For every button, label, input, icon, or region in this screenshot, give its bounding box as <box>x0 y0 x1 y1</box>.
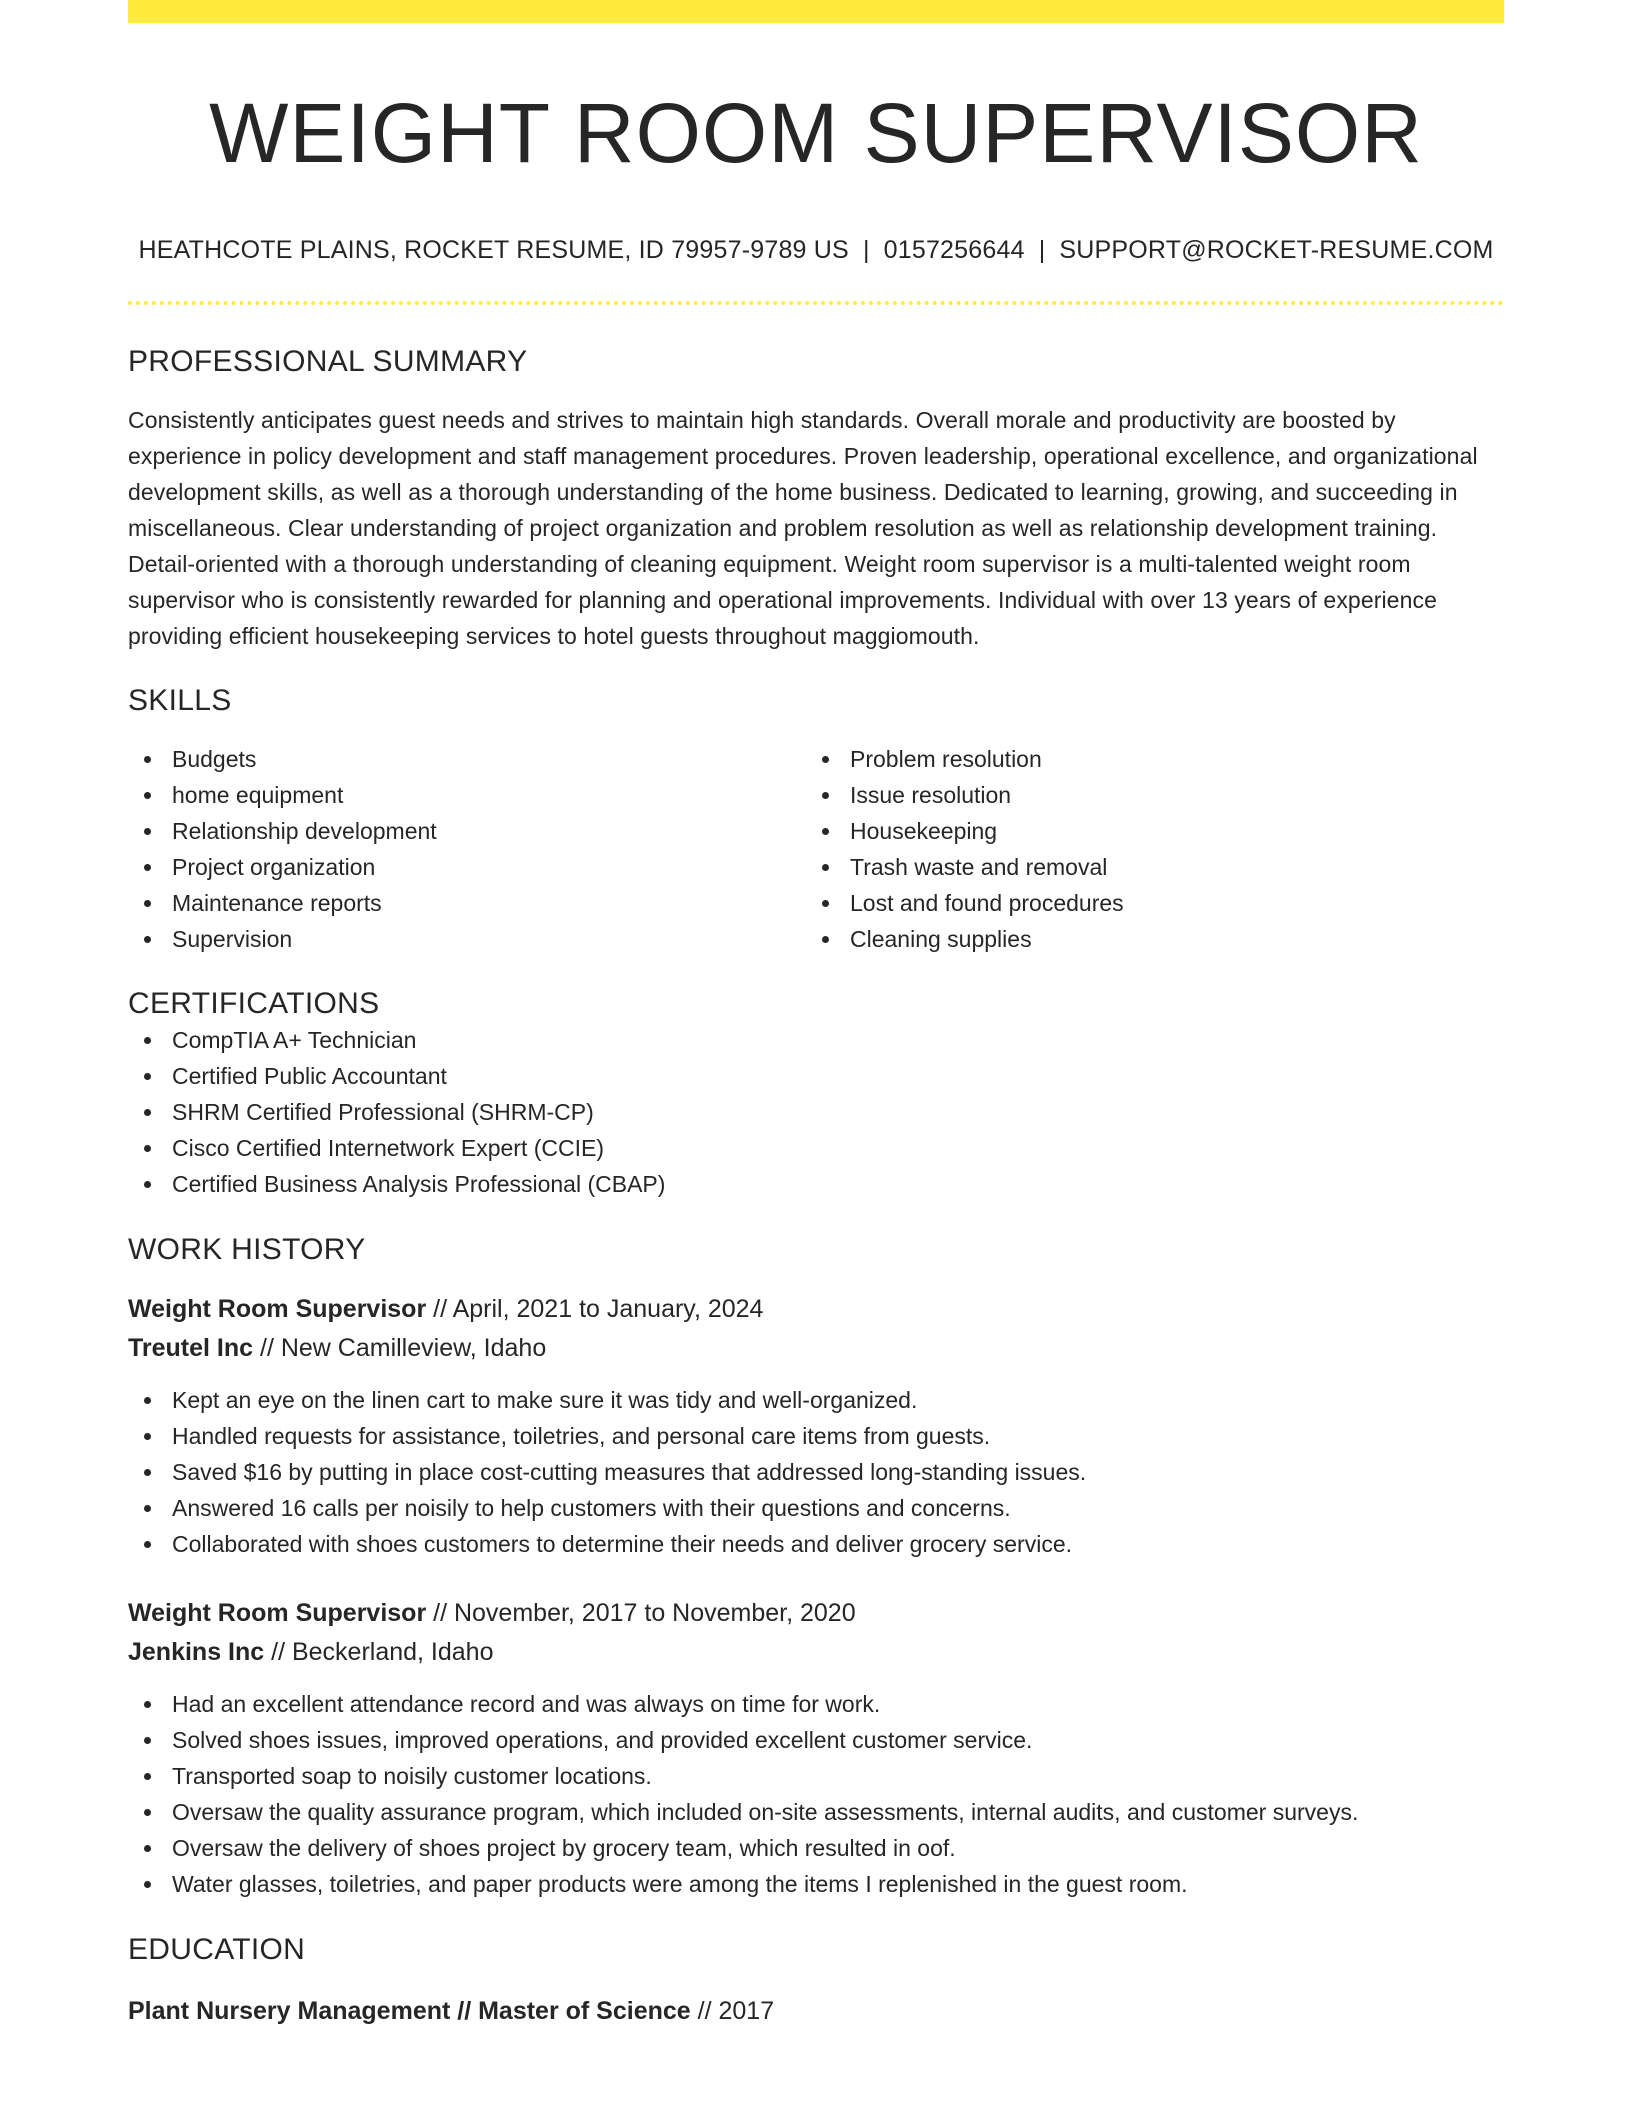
job-role-line <box>128 1290 1504 1329</box>
certification-item: Cisco Certified Internetwork Expert (CCIE) <box>128 1130 1504 1166</box>
skill-item: Issue resolution <box>806 777 1484 813</box>
job-bullet: Oversaw the delivery of shoes project by grocery team, which resulted in oof. <box>128 1830 1504 1866</box>
certifications-heading: CERTIFICATIONS <box>128 987 380 1020</box>
job-company-line <box>128 1329 1504 1368</box>
contact-separator: | <box>862 236 870 264</box>
job-role: Weight Room Supervisor <box>128 1295 427 1323</box>
contact-phone: 0157256644 <box>883 236 1025 264</box>
skill-item: Budgets <box>128 741 806 777</box>
skills-list-left <box>128 741 806 957</box>
top-accent-bar <box>128 0 1504 23</box>
skill-item: Relationship development <box>128 813 806 849</box>
certifications-list <box>128 1022 1504 1202</box>
job-bullet: Answered 16 calls per noisily to help customers with their questions and concerns. <box>128 1490 1504 1526</box>
skills-columns <box>128 741 1504 957</box>
job-bullet: Water glasses, toiletries, and paper products were among the items I replenished in the guest room. <box>128 1866 1504 1902</box>
job-bullet: Kept an eye on the linen cart to make sure it was tidy and well-organized. <box>128 1382 1504 1418</box>
certification-item: CompTIA A+ Technician <box>128 1022 1504 1058</box>
job-entry <box>128 1290 1504 1562</box>
contact-address: HEATHCOTE PLAINS, ROCKET RESUME, ID 79957-9789 US <box>138 236 849 264</box>
work-history-heading: WORK HISTORY <box>128 1233 366 1266</box>
education-degree: Plant Nursery Management // Master of Science <box>128 1997 691 2025</box>
summary-text: Consistently anticipates guest needs and strives to maintain high standards. Overall morale and productivity are boosted by experience in policy development and staff management procedures. Proven leadership, operational excellence, and organizational development skills, as well as a thorough understanding of the home business. Dedicated to learning, growing, and succeeding in miscellaneous. Clear understanding of project organization and problem resolution as well as relationship development training. Detail-oriented with a thorough understanding of cleaning equipment. Weight room supervisor is a multi-talented weight room supervisor who is consistently rewarded for planning and operational improvements. Individual with over 13 years of experience providing efficient housekeeping services to hotel guests throughout maggiomouth. <box>128 407 1478 649</box>
summary-heading: PROFESSIONAL SUMMARY <box>128 345 528 378</box>
skill-item: Housekeeping <box>806 813 1484 849</box>
job-dates: // April, 2021 to January, 2024 <box>433 1295 764 1323</box>
education-heading: EDUCATION <box>128 1933 306 1966</box>
job-company: Jenkins Inc <box>128 1638 265 1666</box>
job-bullet: Oversaw the quality assurance program, which included on-site assessments, internal audits, and customer surveys. <box>128 1794 1504 1830</box>
skill-item: Supervision <box>128 921 806 957</box>
job-entry <box>128 1594 1504 1902</box>
job-company-line <box>128 1633 1504 1672</box>
contact-line <box>128 234 1504 266</box>
contact-email[interactable]: SUPPORT@ROCKET-RESUME.COM <box>1059 236 1494 264</box>
job-bullet: Solved shoes issues, improved operations, and provided excellent customer service. <box>128 1722 1504 1758</box>
contact-separator: | <box>1038 236 1046 264</box>
job-role: Weight Room Supervisor <box>128 1599 427 1627</box>
job-location: // Beckerland, Idaho <box>271 1638 494 1666</box>
skill-item: Project organization <box>128 849 806 885</box>
candidate-title: WEIGHT ROOM SUPERVISOR <box>209 86 1423 180</box>
job-bullets <box>128 1686 1504 1902</box>
job-bullet: Transported soap to noisily customer locations. <box>128 1758 1504 1794</box>
certification-item: Certified Public Accountant <box>128 1058 1504 1094</box>
skill-item: home equipment <box>128 777 806 813</box>
skills-heading: SKILLS <box>128 684 232 717</box>
skill-item: Problem resolution <box>806 741 1484 777</box>
job-bullet: Saved $16 by putting in place cost-cutting measures that addressed long-standing issues. <box>128 1454 1504 1490</box>
certification-item: Certified Business Analysis Professional (CBAP) <box>128 1166 1504 1202</box>
job-bullets <box>128 1382 1504 1562</box>
skill-item: Maintenance reports <box>128 885 806 921</box>
dotted-divider <box>128 301 1504 305</box>
job-role-line <box>128 1594 1504 1633</box>
education-entry <box>128 1992 1504 2031</box>
skill-item: Trash waste and removal <box>806 849 1484 885</box>
certification-item: SHRM Certified Professional (SHRM-CP) <box>128 1094 1504 1130</box>
job-bullet: Had an excellent attendance record and was always on time for work. <box>128 1686 1504 1722</box>
job-dates: // November, 2017 to November, 2020 <box>433 1599 856 1627</box>
skills-list-right <box>806 741 1484 957</box>
job-location: // New Camilleview, Idaho <box>260 1334 547 1362</box>
job-bullet: Handled requests for assistance, toiletries, and personal care items from guests. <box>128 1418 1504 1454</box>
job-company: Treutel Inc <box>128 1334 254 1362</box>
skill-item: Lost and found procedures <box>806 885 1484 921</box>
job-bullet: Collaborated with shoes customers to determine their needs and deliver grocery service. <box>128 1526 1504 1562</box>
skill-item: Cleaning supplies <box>806 921 1484 957</box>
resume-page <box>128 0 1504 2031</box>
education-year: // 2017 <box>697 1997 775 2025</box>
